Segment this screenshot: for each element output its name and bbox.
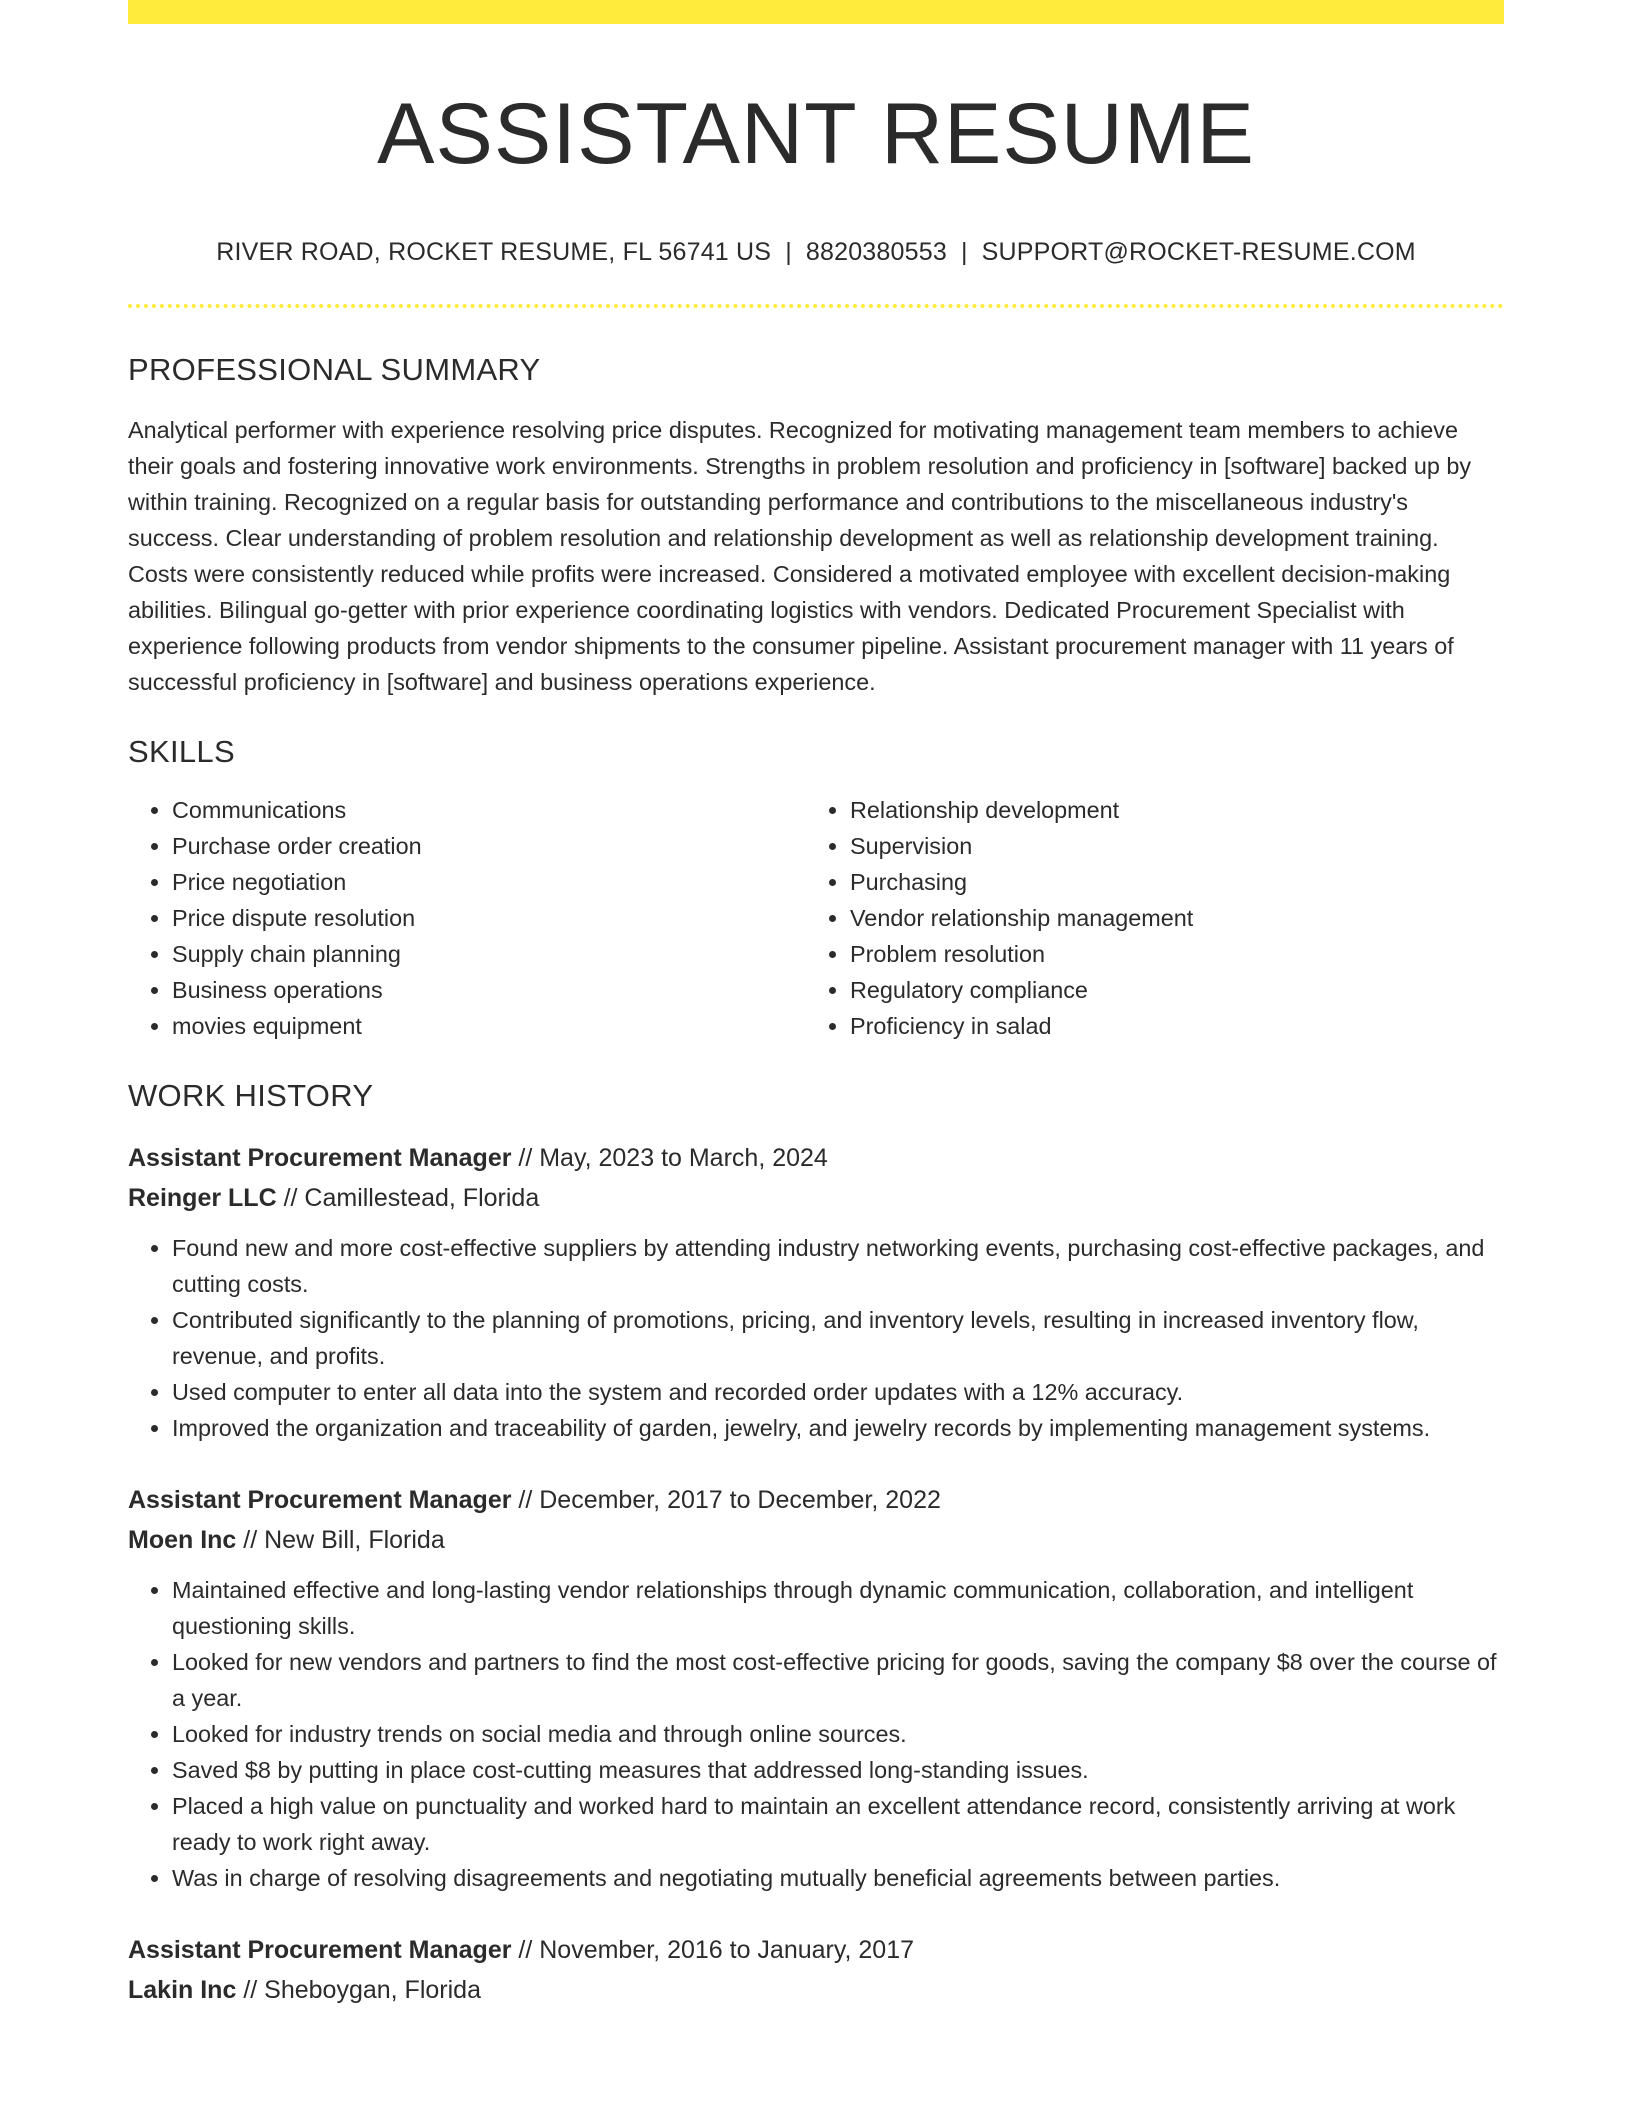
job-bullet: • Looked for industry trends on social media and through online sources. <box>172 1716 1504 1752</box>
job-bullet: • Contributed significantly to the planning of promotions, pricing, and inventory levels, resulting in increased inventory flow, revenue, and profits. <box>172 1302 1504 1374</box>
job-title: Assistant Procurement Manager <box>128 1936 512 1964</box>
job-company-line <box>128 1520 1504 1560</box>
contact-separator: | <box>785 238 792 266</box>
job-company-line <box>128 1178 1504 1218</box>
job-dates: // May, 2023 to March, 2024 <box>511 1144 828 1172</box>
job-entry <box>128 1480 1504 1896</box>
job-bullet: • Maintained effective and long-lasting vendor relationships through dynamic communication, collaboration, and intelligent questioning skills. <box>172 1572 1504 1644</box>
job-company: Moen Inc <box>128 1526 237 1554</box>
job-entry <box>128 1930 1504 2010</box>
job-bullet: • Was in charge of resolving disagreements and negotiating mutually beneficial agreements between parties. <box>172 1860 1504 1896</box>
skill-item: • Supply chain planning <box>172 936 806 972</box>
job-bullet: • Placed a high value on punctuality and worked hard to maintain an excellent attendance record, consistently arriving at work ready to work right away. <box>172 1788 1504 1860</box>
summary-text: Analytical performer with experience resolving price disputes. Recognized for motivating management team members to achieve their goals and fostering innovative work environments. Strengths in problem resolution and proficiency in [software] backed up by within training. Recognized on a regular basis for outstanding performance and contributions to the miscellaneous industry's success. Clear understanding of problem resolution and relationship development as well as relationship development training. Costs were consistently reduced while profits were increased. Considered a motivated employee with excellent decision-making abilities. Bilingual go-getter with prior experience coordinating logistics with vendors. Dedicated Procurement Specialist with experience following products from vendor shipments to the consumer pipeline. Assistant procurement manager with 11 years of successful proficiency in [software] and business operations experience. <box>128 417 1472 695</box>
job-bullet: • Saved $8 by putting in place cost-cutting measures that addressed long-standing issues. <box>172 1752 1504 1788</box>
job-company-line <box>128 1970 1504 2010</box>
contact-phone: 8820380553 <box>805 238 947 266</box>
job-location: // Sheboygan, Florida <box>236 1976 481 2004</box>
job-dates: // December, 2017 to December, 2022 <box>511 1486 941 1514</box>
job-title-line <box>128 1480 1504 1520</box>
job-company: Reinger LLC <box>128 1184 277 1212</box>
skills-heading: SKILLS <box>128 734 235 769</box>
contact-address: RIVER ROAD, ROCKET RESUME, FL 56741 US <box>216 238 772 266</box>
job-title-line <box>128 1930 1504 1970</box>
skill-item: • Business operations <box>172 972 806 1008</box>
contact-line <box>128 236 1504 268</box>
skill-item: • Relationship development <box>850 792 1484 828</box>
job-bullet: • Found new and more cost-effective suppliers by attending industry networking events, purchasing cost-effective packages, and cutting costs. <box>172 1230 1504 1302</box>
skill-item: • Problem resolution <box>850 936 1484 972</box>
job-bullet: • Looked for new vendors and partners to find the most cost-effective pricing for goods, saving the company $8 over the course of a year. <box>172 1644 1504 1716</box>
skill-item: • Communications <box>172 792 806 828</box>
job-company: Lakin Inc <box>128 1976 237 2004</box>
job-bullets <box>128 1230 1504 1446</box>
job-bullet: • Improved the organization and traceability of garden, jewelry, and jewelry records by implementing management systems. <box>172 1410 1504 1446</box>
job-bullet: • Used computer to enter all data into the system and recorded order updates with a 12% accuracy. <box>172 1374 1504 1410</box>
job-entry <box>128 1138 1504 1446</box>
job-bullets <box>128 1572 1504 1896</box>
job-title: Assistant Procurement Manager <box>128 1486 512 1514</box>
skill-item: • Regulatory compliance <box>850 972 1484 1008</box>
dotted-divider <box>128 304 1504 308</box>
skill-item: • Vendor relationship management <box>850 900 1484 936</box>
skill-item: • Price negotiation <box>172 864 806 900</box>
skill-item: • Purchasing <box>850 864 1484 900</box>
skill-item: • movies equipment <box>172 1008 806 1044</box>
job-title: Assistant Procurement Manager <box>128 1144 512 1172</box>
work-history-heading: WORK HISTORY <box>128 1078 374 1113</box>
skill-item: • Price dispute resolution <box>172 900 806 936</box>
job-location: // New Bill, Florida <box>236 1526 445 1554</box>
summary-heading: PROFESSIONAL SUMMARY <box>128 352 541 387</box>
job-location: // Camillestead, Florida <box>276 1184 540 1212</box>
job-dates: // November, 2016 to January, 2017 <box>511 1936 915 1964</box>
top-accent-bar <box>128 0 1504 24</box>
contact-separator: | <box>960 238 968 266</box>
skills-list-left <box>128 792 806 1044</box>
contact-email: SUPPORT@ROCKET-RESUME.COM <box>981 238 1416 266</box>
job-title-line <box>128 1138 1504 1178</box>
skills-columns <box>128 792 1504 1044</box>
skills-list-right <box>806 792 1484 1044</box>
skill-item: • Purchase order creation <box>172 828 806 864</box>
skill-item: • Proficiency in salad <box>850 1008 1484 1044</box>
resume-page <box>128 0 1504 2010</box>
resume-name: ASSISTANT RESUME <box>377 86 1255 182</box>
skill-item: • Supervision <box>850 828 1484 864</box>
